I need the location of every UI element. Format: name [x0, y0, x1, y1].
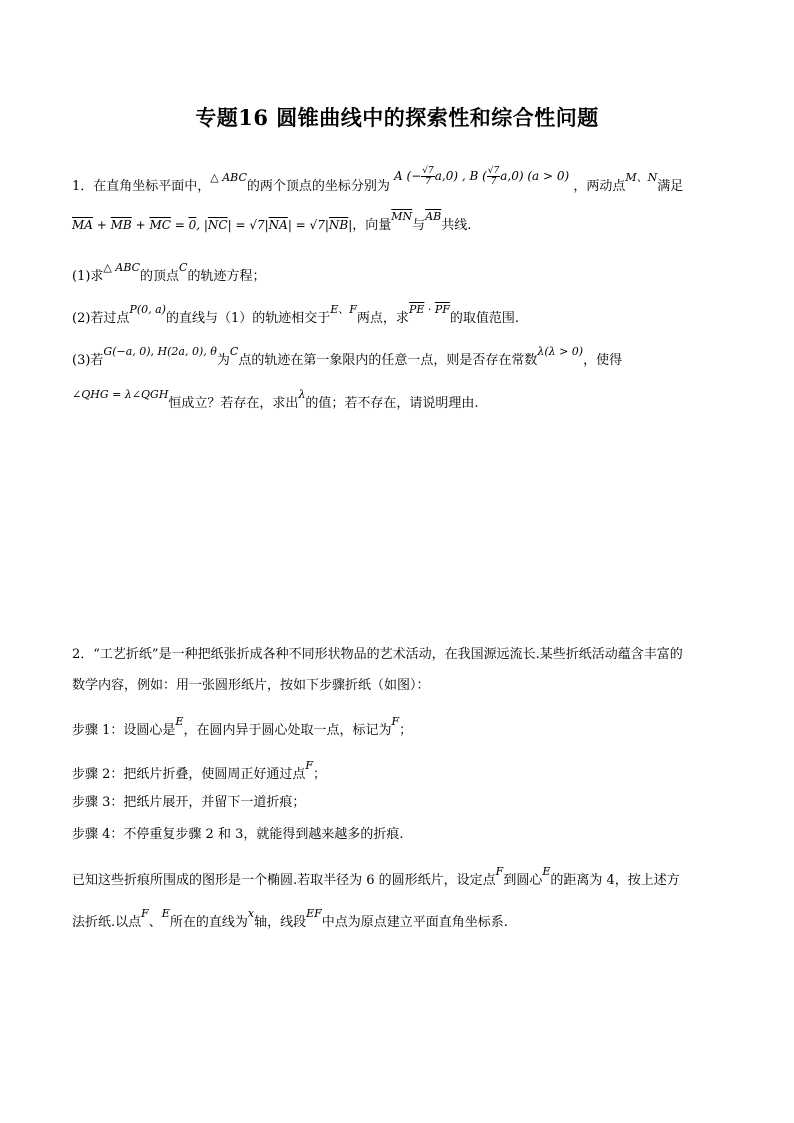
s2-f: F: [305, 759, 314, 772]
p2-point: P(0, a): [129, 303, 166, 316]
q1-line2: [72, 210, 472, 235]
q1-line1: [72, 166, 684, 197]
q1-text: 的两个顶点的坐标分别为: [246, 179, 390, 194]
k1-c: 的距离为 4，按上述方: [550, 873, 680, 888]
p3-c: C: [229, 345, 239, 358]
q2-step1: [72, 715, 413, 740]
p2-dot: PE · PF: [408, 303, 450, 316]
s1-f: F: [391, 715, 400, 728]
p1-b: 的顶点: [140, 269, 180, 284]
q1-triangle: △ ABC: [210, 171, 247, 184]
fraction-a-num: √7: [422, 166, 434, 176]
p2-c: 两点，求: [356, 311, 409, 326]
q1-mn: M、N: [625, 171, 658, 184]
k1-b: 到圆心: [503, 873, 543, 888]
point-b-tail: a,0) (a > 0): [500, 169, 570, 183]
k2-c: 所在的直线为: [169, 915, 248, 930]
p3-e: ，使得: [583, 353, 623, 368]
k2-d: 轴，线段: [254, 915, 307, 930]
p3-lambda: λ(λ > 0): [537, 345, 584, 358]
k1-a: 已知这些折痕所围成的图形是一个椭圆.若取半径为 6 的圆形纸片，设定点: [72, 873, 496, 888]
p1-triangle: △ ABC: [103, 261, 141, 274]
q1-line2-end: 共线.: [441, 218, 472, 233]
s2-a: 步骤 2：把纸片折叠，使圆周正好通过点: [72, 767, 306, 782]
vector-ab: AB: [425, 210, 442, 223]
q1-points: [394, 166, 570, 187]
q2-step2: [72, 759, 327, 784]
k2-a: 法折纸.以点: [72, 915, 142, 930]
q1-part1: [72, 261, 266, 286]
fraction-b-num: √7: [487, 166, 500, 176]
q2-known1: [72, 865, 680, 890]
s2-c: ；: [313, 767, 327, 782]
p3-f: 恒成立？若存在，求出: [168, 396, 299, 411]
fraction-a-den: 7: [425, 177, 431, 187]
k2-f: F: [141, 907, 149, 920]
s1-b: ，在圆内异于圆心处取一点，标记为: [183, 723, 392, 738]
k1-f: F: [495, 865, 504, 878]
q1-intro: 1．在直角坐标平面中，: [72, 179, 211, 194]
p2-b: 的直线与（1）的轨迹相交于: [165, 311, 331, 326]
q2-line1: 2．“工艺折纸”是一种把纸张折成各种不同形状物品的艺术活动，在我国源远流长.某些折纸活动蕴含丰富的: [72, 647, 683, 662]
k1-e: E: [542, 865, 551, 878]
k2-ef: EF: [306, 907, 322, 920]
s1-a: 步骤 1：设圆心是: [72, 723, 176, 738]
vector-mn: MN: [391, 210, 413, 223]
s1-e: E: [175, 715, 184, 728]
p2-d: 的取值范围.: [449, 311, 520, 326]
p3-d: 点的轨迹在第一象限内的任意一点，则是否存在常数: [238, 353, 538, 368]
p1-a: (1)求: [72, 269, 104, 284]
fraction-b-den: 7: [490, 177, 497, 187]
p3-g2: 的值；若不存在，请说明理由.: [305, 396, 479, 411]
q1-line2-with: 与: [412, 218, 426, 233]
q1-text-d: 满足: [657, 179, 684, 194]
q1-line2-text: ，向量: [352, 218, 392, 233]
fraction-b: [487, 166, 500, 187]
k2-x: x: [247, 907, 255, 920]
k2-e: E: [161, 907, 170, 920]
point-a-label: A (−: [394, 169, 422, 183]
p1-d: 的轨迹方程；: [187, 269, 266, 284]
fraction-a: [421, 166, 434, 187]
p3-a: (3)若: [72, 353, 104, 368]
k2-e2: 中点为原点建立平面直角坐标系.: [321, 915, 508, 930]
q1-text-c: ，两动点: [573, 179, 626, 194]
q2-known2: [72, 907, 508, 932]
p2-ef: E、F: [330, 303, 357, 316]
p3-angle: ∠QHG = λ∠QGH: [72, 388, 169, 401]
s1-c: ；: [399, 723, 413, 738]
q2-line2: 数学内容，例如：用一张圆形纸片，按如下步骤折纸（如图）：: [72, 678, 430, 693]
vector-equation: $\overline{MA} + \overline{MB} + \overline{MC} = 0$, $|\overline{NC}| = √7|\overline{NA}| = √7|\overline{NB}|$: [72, 218, 353, 232]
page-title: 专题16 圆锥曲线中的探索性和综合性问题: [195, 105, 599, 130]
p3-g: G(−a, 0), H(2a, 0), θ: [103, 345, 217, 358]
k2-b: 、: [148, 915, 162, 930]
q2-step3: 步骤 3：把纸片展开，并留下一道折痕；: [72, 795, 306, 810]
p3-l: λ: [298, 388, 306, 401]
p1-c: C: [179, 261, 188, 274]
p2-a: (2)若过点: [72, 311, 130, 326]
p3-b: 为: [216, 353, 230, 368]
q2-step4: 步骤 4：不停重复步骤 2 和 3，就能得到越来越多的折痕.: [72, 827, 404, 842]
point-b-label: a,0) , B (: [434, 169, 487, 183]
